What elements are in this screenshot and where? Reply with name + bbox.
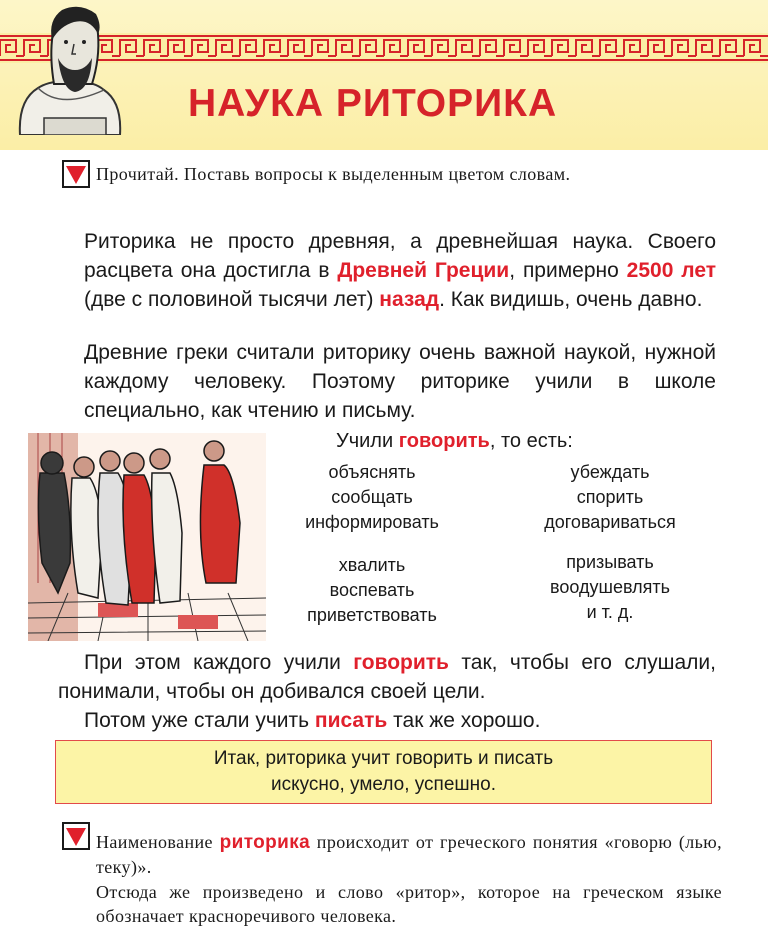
philosopher-bust-illustration [0, 0, 140, 135]
text: , примерно [509, 259, 627, 282]
verb-item: хвалить [338, 555, 406, 575]
verb-item: убеждать [570, 462, 650, 482]
text: так же хорошо. [387, 709, 541, 732]
text: Риторика не просто древняя, а древнейшая наука. Своего расцвета она достигла в [84, 230, 716, 282]
highlight-write: писать [314, 709, 388, 732]
paragraph-history [84, 227, 716, 314]
verb-item: призывать [566, 552, 654, 572]
red-triangle-marker-icon [62, 160, 90, 188]
verb-item: информировать [305, 512, 439, 532]
text: Потом уже стали учить [84, 709, 315, 732]
text: . Как видишь, очень давно. [439, 288, 703, 311]
verb-item: спорить [576, 487, 644, 507]
text: При этом каждого учили [84, 651, 354, 674]
summary-line: искусно, умело, успешно. [271, 774, 496, 795]
text: происходит от греческого понятия «говорю (лью, теку)». [96, 832, 722, 877]
verbs-col2-group1 [520, 460, 700, 535]
etymology-note [62, 822, 722, 930]
page-title: НАУКА РИТОРИКА [188, 82, 558, 125]
text: , то есть: [489, 430, 573, 452]
red-triangle-marker-icon [62, 822, 90, 850]
highlight-speak: говорить [398, 430, 490, 452]
paragraph-teaching [58, 648, 716, 735]
paragraph-greeks [84, 338, 716, 425]
highlight-speak: говорить [353, 651, 449, 674]
verbs-col1-group1 [282, 460, 462, 535]
etymology-text-2: Отсюда же произведено и слово «ритор», которое на греческом языке обозначает красноречивого человека. [96, 882, 722, 926]
highlight-ago: назад [379, 288, 440, 311]
verbs-col2-group2 [520, 550, 700, 625]
verb-item: воодушевлять [550, 577, 670, 597]
summary-line: Итак, риторика учит говорить и писать [213, 748, 554, 769]
verb-item: и т. д. [586, 602, 634, 622]
verb-item: договариваться [544, 512, 676, 532]
text: Наименование [96, 832, 220, 852]
verb-item: сообщать [331, 487, 413, 507]
verbs-col1-group2 [282, 553, 462, 628]
task-instruction [62, 160, 722, 216]
highlight-rhetoric: риторика [219, 832, 311, 853]
etymology-text [96, 830, 722, 879]
verbs-intro [336, 430, 573, 453]
task-instruction-text: Прочитай. Поставь вопросы к выделенным цветом словам. [96, 164, 571, 184]
ancient-greeks-illustration [28, 433, 266, 641]
text: (две с половиной тысячи лет) [84, 288, 380, 311]
verb-item: воспевать [329, 580, 415, 600]
text: так, чтобы его слушали, понимали, чтобы он добивался своей цели. [58, 651, 716, 703]
verb-item: объяснять [328, 462, 416, 482]
summary-note-box [55, 740, 712, 804]
highlight-2500-years: 2500 лет [626, 259, 717, 282]
verb-item: приветствовать [307, 605, 437, 625]
paragraph-greeks-text: Древние греки считали риторику очень важной наукой, нужной каждому человеку. Поэтому риторике учили в школе специально, как чтению и письму. [84, 341, 716, 422]
highlight-ancient-greece: Древней Греции [337, 259, 510, 282]
text: Учили [336, 430, 399, 452]
